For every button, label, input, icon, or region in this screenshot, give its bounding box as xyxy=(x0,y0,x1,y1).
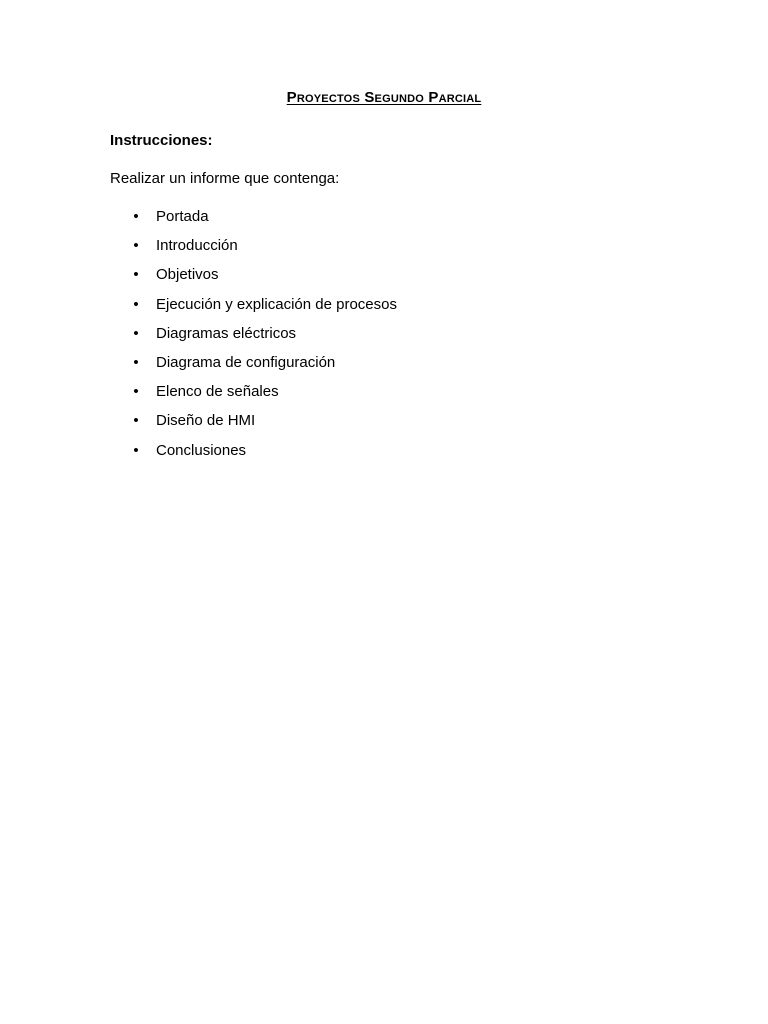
list-item xyxy=(0,265,768,294)
list-item xyxy=(0,353,768,382)
bullet-icon: • xyxy=(133,324,139,342)
page-title: Proyectos Segundo Parcial xyxy=(286,89,482,106)
list-item-text: Portada xyxy=(156,208,209,225)
bullet-icon: • xyxy=(133,412,139,430)
list-item xyxy=(0,441,768,470)
list-item-text: Diagramas eléctricos xyxy=(156,324,297,342)
requirements-list xyxy=(0,207,768,470)
list-item-text: Diseño de HMI xyxy=(156,412,256,430)
list-item-text: Introducción xyxy=(156,237,238,255)
intro-paragraph: Realizar un informe que contenga: xyxy=(110,170,340,187)
list-item xyxy=(0,295,768,324)
instructions-heading: Instrucciones: xyxy=(110,132,213,149)
list-item-text: Diagrama de configuración xyxy=(156,353,336,371)
list-item-text: Conclusiones xyxy=(156,441,247,459)
list-item-text: Elenco de señales xyxy=(156,383,279,401)
bullet-icon: • xyxy=(133,383,139,401)
list-item xyxy=(0,207,768,236)
list-item xyxy=(0,382,768,411)
list-item-text: Objetivos xyxy=(156,266,219,284)
bullet-icon: • xyxy=(133,295,139,313)
bullet-icon: • xyxy=(133,353,139,371)
list-item xyxy=(0,324,768,353)
bullet-icon: • xyxy=(133,266,139,284)
bullet-icon: • xyxy=(133,208,139,225)
list-item-text: Ejecución y explicación de procesos xyxy=(156,295,397,313)
bullet-icon: • xyxy=(133,441,139,459)
list-item xyxy=(0,411,768,440)
list-item xyxy=(0,236,768,265)
bullet-icon: • xyxy=(133,237,139,255)
